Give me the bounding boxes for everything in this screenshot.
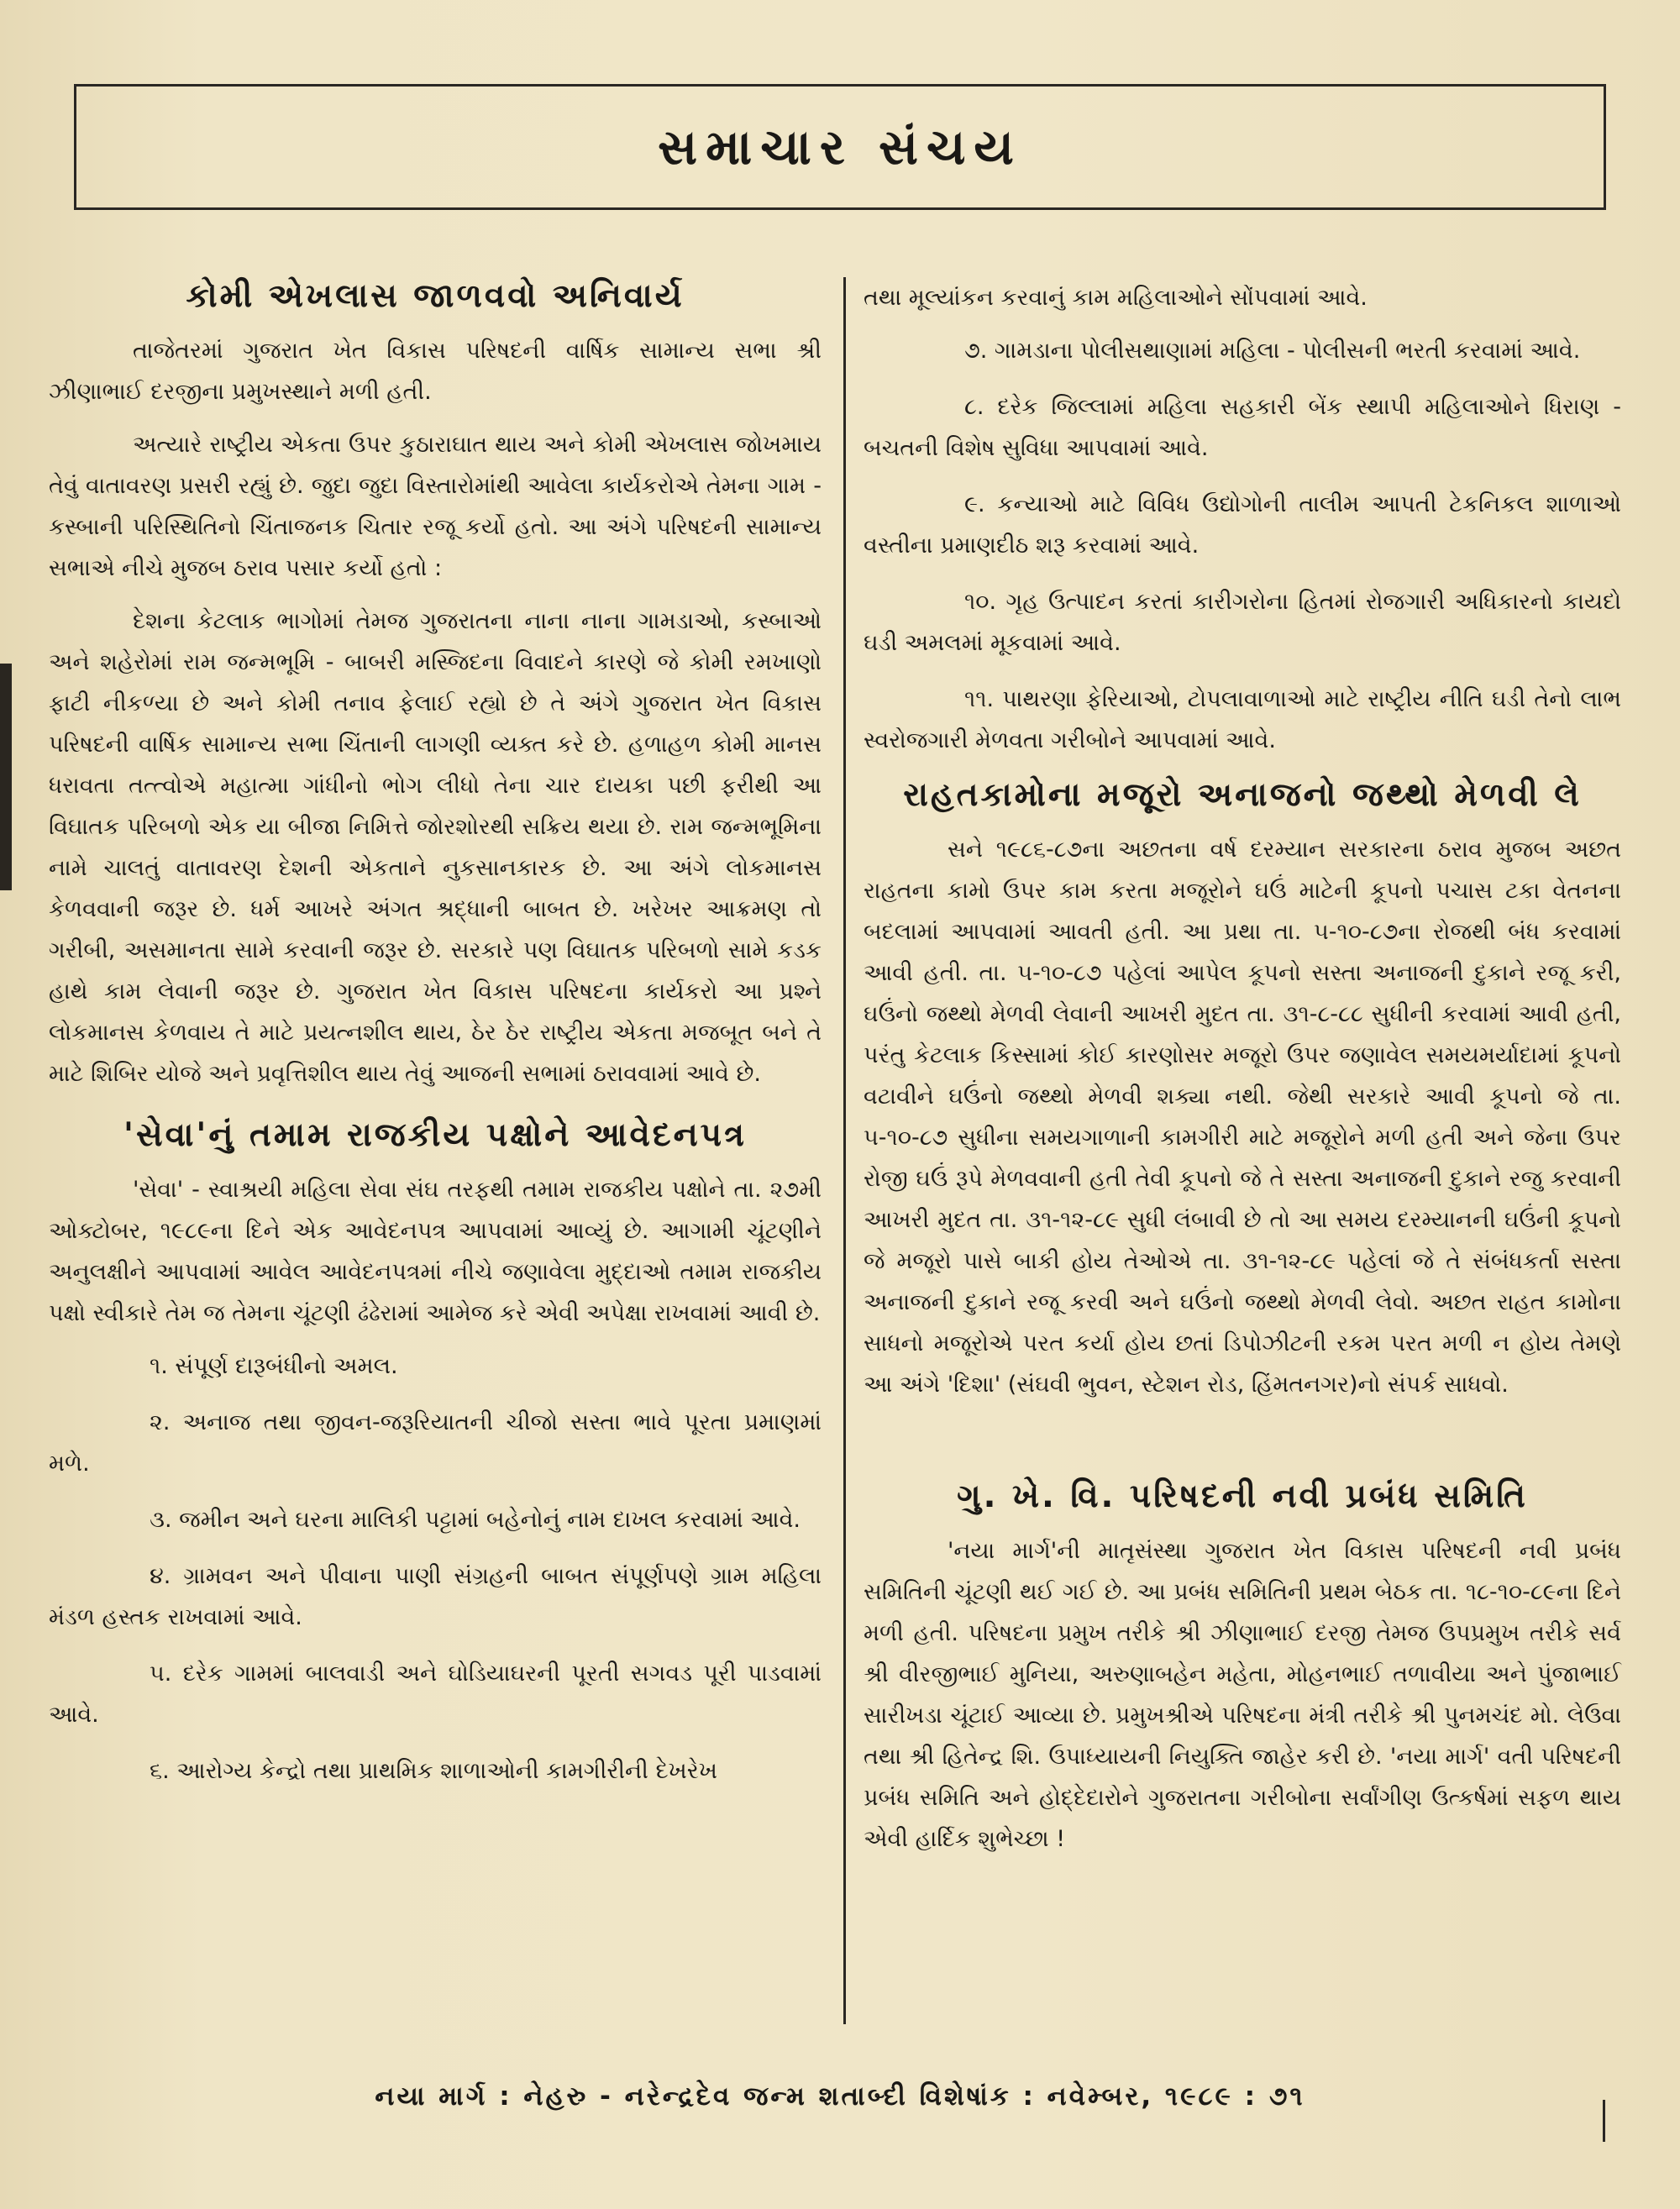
article-paragraph: તાજેતરમાં ગુજરાત ખેત વિકાસ પરિષદની વાર્ષિક સામાન્ય સભા શ્રી ઝીણાભાઈ દરજીના પ્રમુખસ્થાને મળી હતી. xyxy=(49,338,822,405)
list-item: ૮. દરેક જિલ્લામાં મહિલા સહકારી બેંક સ્થાપી મહિલાઓને ધિરાણ - બચતની વિશેષ સુવિધા આપવામાં આવે. xyxy=(864,394,1621,461)
article-paragraph: અત્યારે રાષ્ટ્રીય એકતા ઉપર કુઠારાઘાત થાય અને કોમી એખલાસ જોખમાય તેવું વાતાવરણ પ્રસરી રહ્યું છે. જુદા જુદા વિસ્તારોમાંથી આવેલા કાર્યકરોએ તેમના ગામ - કસ્બાની પરિસ્થિતિનો ચિંતાજનક ચિતાર રજૂ કર્યો હતો. આ અંગે પરિષદની સામાન્ય સભાએ નીચે મુજબ ઠરાવ પસાર કર્યો હતો : xyxy=(49,432,822,581)
article-heading: ગુ. ખે. વિ. પરિષદની નવી પ્રબંધ સમિતિ xyxy=(957,1477,1528,1515)
page-title: સમાચાર સંચય xyxy=(658,118,1022,176)
article-heading: 'સેવા'નું તમામ રાજકીય પક્ષોને આવેદનપત્ર xyxy=(123,1116,747,1154)
left-column xyxy=(49,277,822,1813)
list-item: ૧૦. ગૃહ ઉત્પાદન કરતાં કારીગરોના હિતમાં રોજગારી અધિકારનો કાયદો ઘડી અમલમાં મૂકવામાં આવે. xyxy=(864,589,1621,656)
article-paragraph: તથા મૂલ્યાંકન કરવાનું કામ મહિલાઓને સોંપવામાં આવે. xyxy=(864,285,1368,311)
list-item: ૫. દરેક ગામમાં બાલવાડી અને ઘોડિયાઘરની પૂરતી સગવડ પૂરી પાડવામાં આવે. xyxy=(49,1661,822,1728)
list-item: ૩. જમીન અને ઘરના માલિકી પટ્ટામાં બહેનોનું નામ દાખલ કરવામાં આવે. xyxy=(150,1507,801,1533)
list-item: ૪. ગ્રામવન અને પીવાના પાણી સંગ્રહની બાબત સંપૂર્ણપણે ગ્રામ મહિલા મંડળ હસ્તક રાખવામાં આવે. xyxy=(49,1563,822,1630)
list-item: ૭. ગામડાના પોલીસથાણામાં મહિલા - પોલીસની ભરતી કરવામાં આવે. xyxy=(964,338,1581,364)
list-item: ૯. કન્યાઓ માટે વિવિધ ઉદ્યોગોની તાલીમ આપતી ટેકનિકલ શાળાઓ વસ્તીના પ્રમાણદીઠ શરૂ કરવામાં આવે. xyxy=(864,491,1621,559)
article-relief-workers xyxy=(864,776,1621,1405)
masthead-box xyxy=(74,84,1606,210)
article-new-committee xyxy=(864,1477,1621,1860)
right-column xyxy=(864,277,1621,1881)
list-item: ૬. આરોગ્ય કેન્દ્રો તથા પ્રાથમિક શાળાઓની કામગીરીની દેખરેખ xyxy=(150,1758,717,1784)
column-divider xyxy=(843,277,846,2024)
binding-edge-mark xyxy=(0,664,12,890)
article-paragraph: સને ૧૯૮૬-૮૭ના અછતના વર્ષ દરમ્યાન સરકારના ઠરાવ મુજબ અછત રાહતના કામો ઉપર કામ કરતા મજૂરોને ઘઉં માટેની કૂપનો પચાસ ટકા વેતનના બદલામાં આપવામાં આવતી હતી. આ પ્રથા તા. ૫-૧૦-૮૭ના રોજથી બંધ કરવામાં આવી હતી. તા. ૫-૧૦-૮૭ પહેલાં આપેલ કૂપનો સસ્તા અનાજની દુકાને રજૂ કરી, ઘઉંનો જથ્થો મેળવી લેવાની આખરી મુદત તા. ૩૧-૮-૮૮ સુધીની કરવામાં આવી હતી, પરંતુ કેટલાક કિસ્સામાં કોઈ કારણોસર મજૂરો ઉપર જણાવેલ સમયમર્યાદામાં કૂપનો વટાવીને ઘઉંનો જથ્થો મેળવી શક્યા નથી. જેથી સરકારે આવી કૂપનો જે તા. ૫-૧૦-૮૭ સુધીના સમયગાળાની કામગીરી માટે મજૂરોને મળી હતી અને જેના ઉપર રોજી ઘઉં રૂપે મેળવવાની હતી તેવી કૂપનો જે તે સસ્તા અનાજની દુકાને રજુ કરવાની આખરી મુદત તા. ૩૧-૧૨-૮૯ સુધી લંબાવી છે તો આ સમય દરમ્યાનની ઘઉંની કૂપનો જે મજૂરો પાસે બાકી હોય તેઓએ તા. ૩૧-૧૨-૮૯ પહેલાં જે તે સંબંધકર્તા સસ્તા અનાજની દુકાને રજૂ કરવી અને ઘઉંનો જથ્થો મેળવી લેવો. અછત રાહત કામોના સાધનો મજૂરોએ પરત કર્યા હોય છતાં ડિપોઝીટની રકમ પરત મળી ન હોય તેમણે આ અંગે 'દિશા' (સંઘવી ભુવન, સ્ટેશન રોડ, હિંમતનગર)નો સંપર્ક સાધવો. xyxy=(864,837,1621,1398)
article-paragraph: 'નયા માર્ગ'ની માતૃસંસ્થા ગુજરાત ખેત વિકાસ પરિષદની નવી પ્રબંધ સમિતિની ચૂંટણી થઈ ગઈ છે. આ પ્રબંધ સમિતિની પ્રથમ બેઠક તા. ૧૮-૧૦-૮૯ના દિને મળી હતી. પરિષદના પ્રમુખ તરીકે શ્રી ઝીણાભાઈ દરજી તેમજ ઉપપ્રમુખ તરીકે સર્વ શ્રી વીરજીભાઈ મુનિયા, અરુણાબહેન મહેતા, મોહનભાઈ તળાવીયા અને પુંજાભાઈ સારીખડા ચૂંટાઈ આવ્યા છે. પ્રમુખશ્રીએ પરિષદના મંત્રી તરીકે શ્રી પુનમચંદ મો. લેઉવા તથા શ્રી હિતેન્દ્ર શિ. ઉપાધ્યાયની નિયુક્તિ જાહેર કરી છે. 'નયા માર્ગ' વતી પરિષદની પ્રબંધ સમિતિ અને હોદ્દેદારોને ગુજરાતના ગરીબોના સર્વાંગીણ ઉત્કર્ષમાં સફળ થાય એવી હાર્દિક શુભેચ્છા ! xyxy=(864,1538,1621,1852)
article-heading: કોમી એખલાસ જાળવવો અનિવાર્ય xyxy=(186,277,685,315)
article-paragraph: દેશના કેટલાક ભાગોમાં તેમજ ગુજરાતના નાના નાના ગામડાઓ, કસ્બાઓ અને શહેરોમાં રામ જન્મભૂમિ - બાબરી મસ્જિદના વિવાદને કારણે જે કોમી રમખાણો ફાટી નીકળ્યા છે અને કોમી તનાવ ફેલાઈ રહ્યો છે તે અંગે ગુજરાત ખેત વિકાસ પરિષદની વાર્ષિક સામાન્ય સભા ચિંતાની લાગણી વ્યક્ત કરે છે. હળાહળ કોમી માનસ ધરાવતા તત્ત્વોએ મહાત્મા ગાંધીનો ભોગ લીધો તેના ચાર દાયકા પછી ફરીથી આ વિઘાતક પરિબળો એક યા બીજા નિમિત્તે જોરશોરથી સક્રિય થયા છે. રામ જન્મભૂમિના નામે ચાલતું વાતાવરણ દેશની એકતાને નુકસાનકારક છે. આ અંગે લોકમાનસ કેળવવાની જરૂર છે. ધર્મ આખરે અંગત શ્રદ્ધાની બાબત છે. ખરેખર આક્રમણ તો ગરીબી, અસમાનતા સામે કરવાની જરૂર છે. સરકારે પણ વિઘાતક પરિબળો સામે કડક હાથે કામ લેવાની જરૂર છે. ગુજરાત ખેત વિકાસ પરિષદના કાર્યકરો આ પ્રશ્ને લોકમાનસ કેળવાય તે માટે પ્રયત્નશીલ થાય, ઠેર ઠેર રાષ્ટ્રીય એકતા મજબૂત બને તે માટે શિબિર યોજે અને પ્રવૃત્તિશીલ થાય તેવું આજની સભામાં ઠરાવવામાં આવે છે. xyxy=(49,608,822,1087)
article-paragraph: 'સેવા' - સ્વાશ્રયી મહિલા સેવા સંઘ તરફથી તમામ રાજકીય પક્ષોને તા. ૨૭મી ઓક્ટોબર, ૧૯૮૯ના દિને એક આવેદનપત્ર આપવામાં આવ્યું છે. આગામી ચૂંટણીને અનુલક્ષીને આપવામાં આવેલ આવેદનપત્રમાં નીચે જણાવેલા મુદ્દાઓ તમામ રાજકીય પક્ષો સ્વીકારે તેમ જ તેમના ચૂંટણી ઢંઢેરામાં આમેજ કરે એવી અપેક્ષા રાખવામાં આવી છે. xyxy=(49,1177,822,1326)
article-communal-harmony xyxy=(49,277,822,1094)
page-footer: નયા માર્ગ : નેહરુ - નરેન્દ્રદેવ જન્મ શતાબ્દી વિશેષાંક : નવેમ્બર, ૧૯૮૯ : ૭૧ xyxy=(375,2081,1305,2112)
list-item: ૧૧. પાથરણા ફેરિયાઓ, ટોપલાવાળાઓ માટે રાષ્ટ્રીય નીતિ ઘડી તેનો લાભ સ્વરોજગારી મેળવતા ગરીબોને આપવામાં આવે. xyxy=(864,686,1621,753)
list-item: ૧. સંપૂર્ણ દારૂબંધીનો અમલ. xyxy=(150,1353,398,1379)
article-heading: રાહતકામોના મજૂરો અનાજનો જથ્થો મેળવી લે xyxy=(903,776,1582,814)
list-item: ૨. અનાજ તથા જીવન-જરૂરિયાતની ચીજો સસ્તા ભાવે પૂરતા પ્રમાણમાં મળે. xyxy=(49,1409,822,1477)
corner-mark xyxy=(1603,2100,1605,2142)
article-sewa-memorandum xyxy=(49,1116,822,1792)
